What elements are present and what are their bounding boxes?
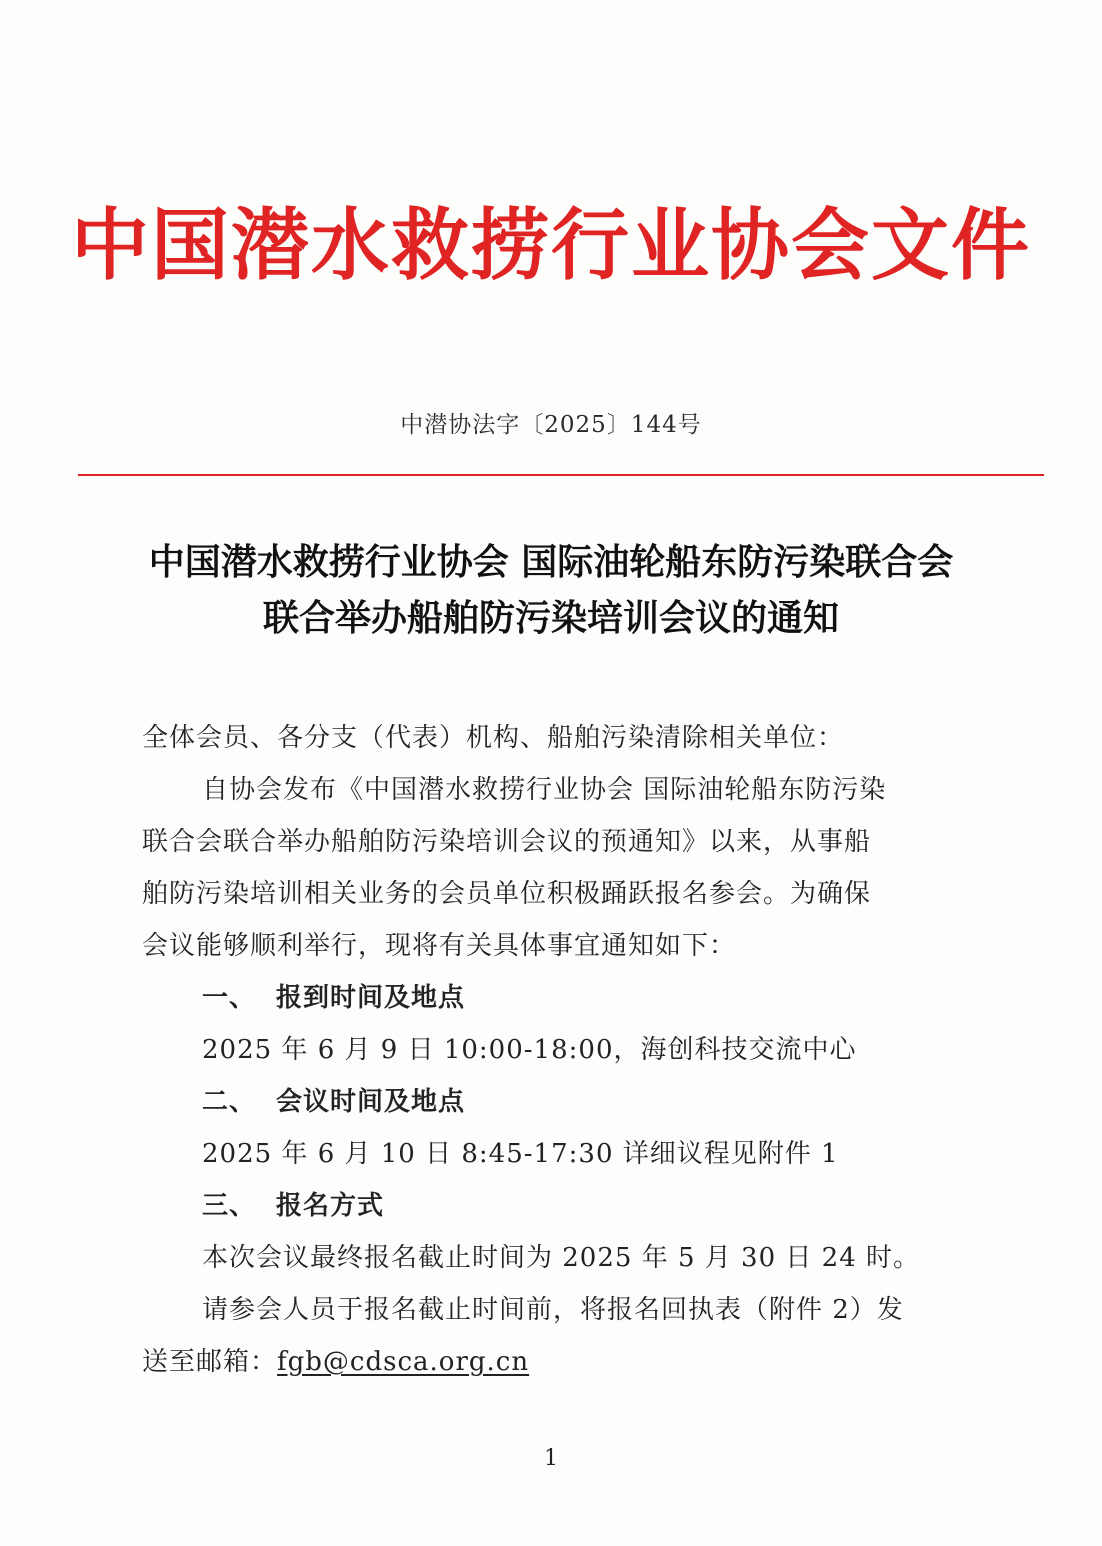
- red-divider: [78, 474, 1044, 476]
- section-heading-1: [142, 972, 962, 1024]
- notice-title-line-2: 联合举办船舶防污染培训会议的通知: [262, 598, 839, 639]
- email-prefix: 送至邮箱：: [142, 1347, 278, 1377]
- section-title-3: 报名方式: [276, 1191, 385, 1221]
- notice-body: [142, 712, 962, 1388]
- notice-title-line-1: 中国潜水救捞行业协会 国际油轮船东防污染联合会: [148, 542, 954, 583]
- intro-line-3: 舶防污染培训相关业务的会员单位积极踊跃报名参会。为确保: [142, 879, 872, 909]
- section-text-1: 2025 年 6 月 9 日 10:00-18:00，海创科技交流中心: [202, 1035, 857, 1065]
- notice-title: [0, 535, 1102, 647]
- intro-line-2: 联合会联合举办船舶防污染培训会议的预通知》以来，从事船: [142, 827, 872, 857]
- section-number-2: 二、: [202, 1087, 257, 1117]
- registration-line-1: 请参会人员于报名截止时间前，将报名回执表（附件 2）发: [202, 1295, 904, 1325]
- email-link[interactable]: fgb@cdsca.org.cn: [277, 1347, 530, 1377]
- section-title-2: 会议时间及地点: [276, 1087, 466, 1117]
- intro-line-4: 会议能够顺利举行，现将有关具体事宜通知如下：: [142, 931, 737, 961]
- salutation: 全体会员、各分支（代表）机构、船舶污染清除相关单位：: [142, 723, 845, 753]
- page-number: 1: [544, 1446, 558, 1471]
- section-text-2: 2025 年 6 月 10 日 8:45-17:30 详细议程见附件 1: [202, 1139, 839, 1169]
- section-number-3: 三、: [202, 1191, 257, 1221]
- registration-line-2: [142, 1336, 962, 1388]
- masthead-title: 中国潜水救捞行业协会文件: [70, 201, 1031, 291]
- section-heading-3: [142, 1180, 962, 1232]
- section-text-3: 本次会议最终报名截止时间为 2025 年 5 月 30 日 24 时。: [202, 1243, 920, 1273]
- section-title-1: 报到时间及地点: [276, 983, 466, 1013]
- intro-line-1: 自协会发布《中国潜水救捞行业协会 国际油轮船东防污染: [202, 775, 887, 805]
- section-number-1: 一、: [202, 983, 257, 1013]
- document-number: 中潜协法字〔2025〕144号: [400, 412, 702, 438]
- section-heading-2: [142, 1076, 962, 1128]
